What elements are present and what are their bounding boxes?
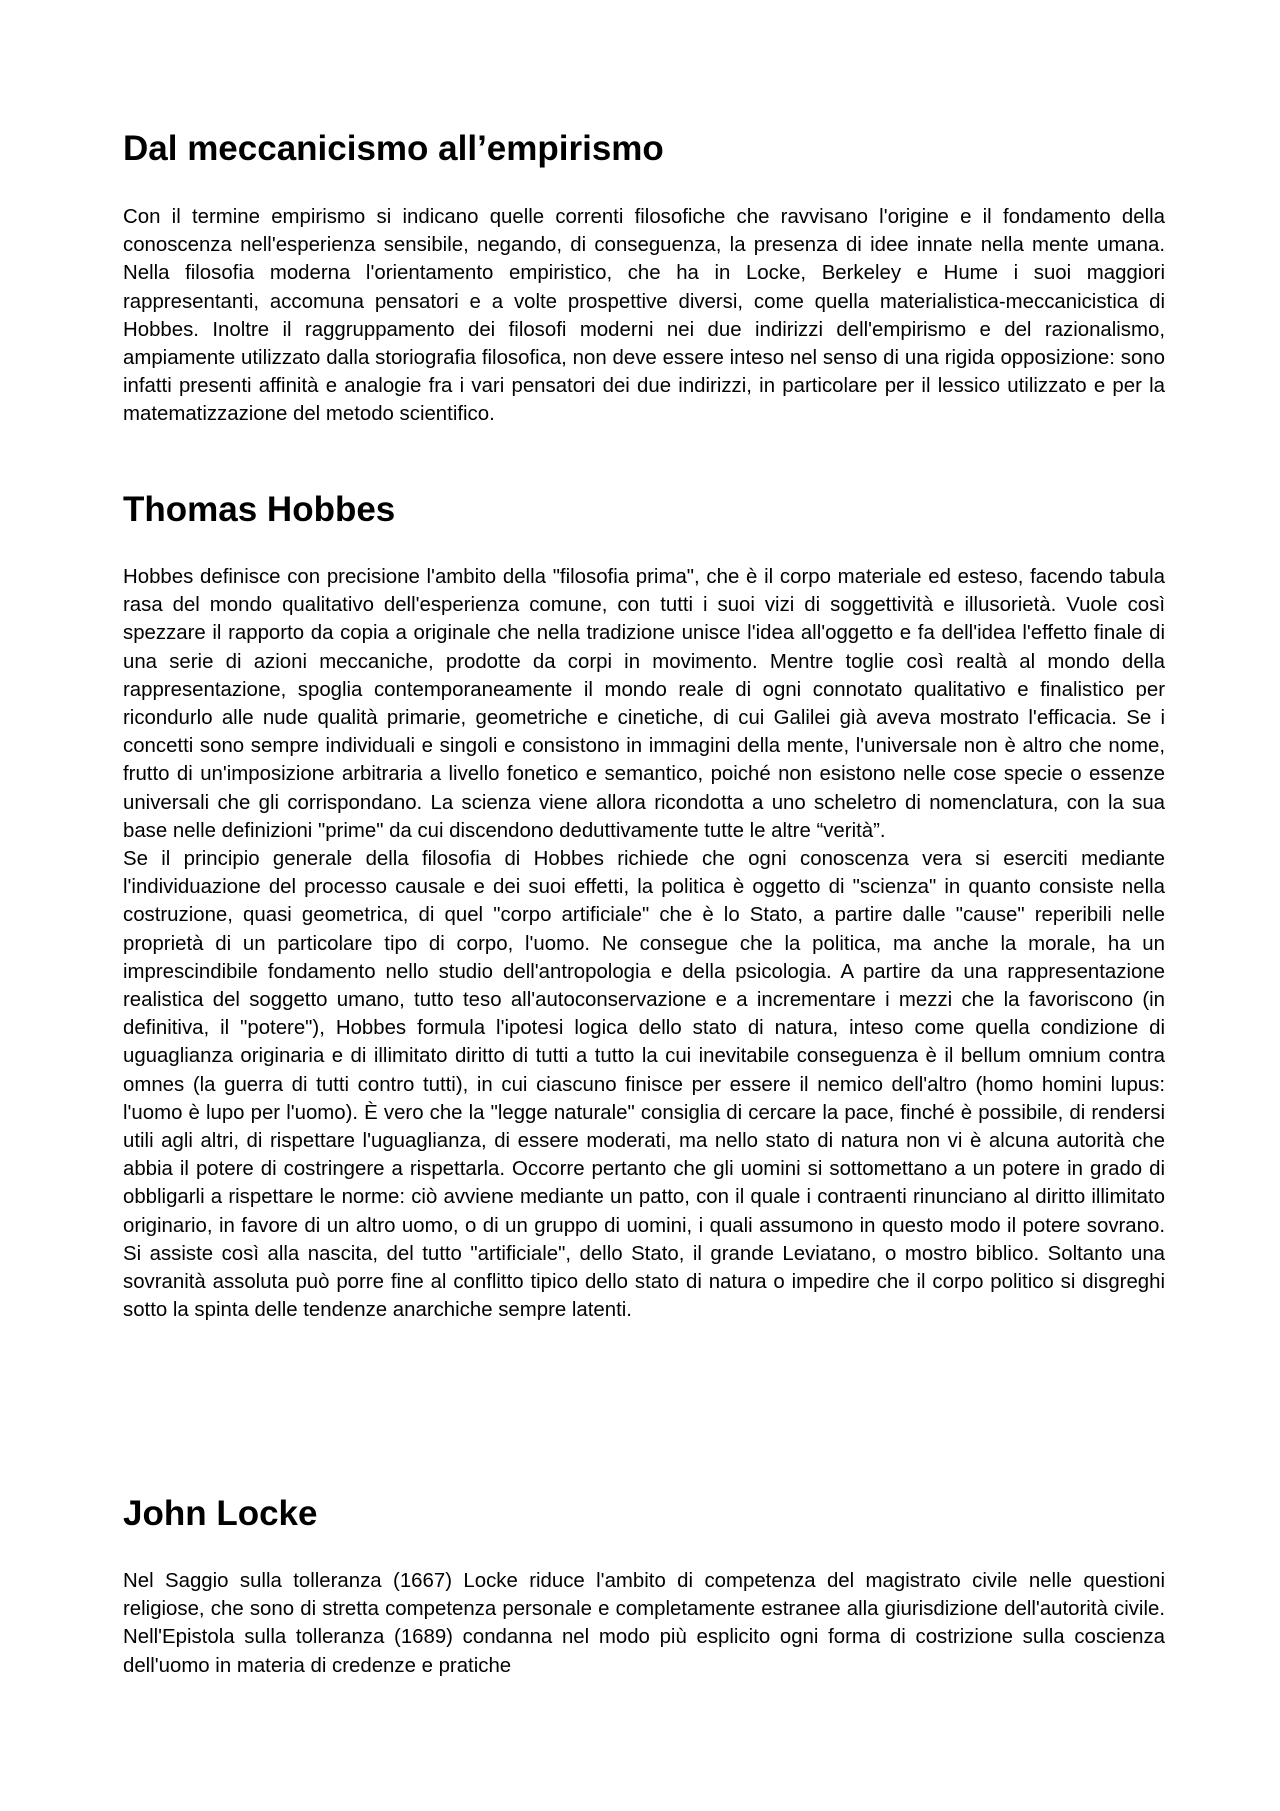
paragraph-locke: Nel Saggio sulla tolleranza (1667) Locke riduce l'ambito di competenza del magistrato civile nelle questioni religiose, che sono di stretta competenza personale e completamente estranee alla giurisdizione dell'autorità civile. Nell'Epistola sulla tolleranza (1689) condanna nel modo più esplicito ogni forma di costrizione sulla coscienza dell'uomo in materia di credenze e pratiche bbox=[123, 1570, 1165, 1677]
paragraph-hobbes: Hobbes definisce con precisione l'ambito della "filosofia prima", che è il corpo materiale ed esteso, facendo tabula rasa del mondo qualitativo dell'esperienza comune, con tutti i suoi vizi di soggettività e illusorietà. Vuole così spezzare il rapporto da copia a originale che nella tradizione unisce l'idea all'oggetto e fa dell'idea l'effetto finale di una serie di azioni meccaniche, prodotte da corpi in movimento. Mentre toglie così realtà al mondo della rappresentazione, spoglia contemporaneamente il mondo reale di ogni connotato qualitativo e finalistico per ricondurlo alle nude qualità primarie, geometriche e cinetiche, di cui Galilei già aveva mostrato l'efficacia. Se i concetti sono sempre individuali e singoli e consistono in immagini della mente, l'universale non è altro che nome, frutto di un'imposizione arbitraria a livello fonetico e semantico, poiché non esistono nelle cose specie o essenze universali che gli corrispondano. La scienza viene allora ricondotta a uno scheletro di nomenclatura, con la sua base nelle definizioni "prime" da cui discendono deduttivamente tutte le altre “verità”. Se il principio generale della filosofia di Hobbes richiede che ogni conoscenza vera si eserciti mediante l'individuazione del processo causale e dei suoi effetti, la politica è oggetto di "scienza" in quanto consiste nella costruzione, quasi geometrica, di quel "corpo artificiale" che è lo Stato, a partire dalle "cause" reperibili nelle proprietà di un particolare tipo di corpo, l'uomo. Ne consegue che la politica, ma anche la morale, ha un imprescindibile fondamento nello studio dell'antropologia e della psicologia. A partire da una rappresentazione realistica del soggetto umano, tutto teso all'autoconservazione e a incrementare i mezzi che la favoriscono (in definitiva, il "potere"), Hobbes formula l'ipotesi logica dello stato di natura, inteso come quella condizione di uguaglianza originaria e di illimitato diritto di tutti a tutto la cui inevitabile conseguenza è il bellum omnium contra omnes (la guerra di tutti contro tutti), in cui ciascuno finisce per essere il nemico dell'altro (homo homini lupus: l'uomo è lupo per l'uomo). È vero che la "legge naturale" consiglia di cercare la pace, finché è possibile, di rendersi utili agli altri, di rispettare l'uguaglianza, di essere moderati, ma nello stato di natura non vi è alcuna autorità che abbia il potere di costringere a rispettarla. Occorre pertanto che gli uomini si sottomettano a un potere in grado di obbligarli a rispettare le norme: ciò avviene mediante un patto, con il quale i contraenti rinunciano al diritto illimitato originario, in favore di un altro uomo, o di un gruppo di uomini, i quali assumono in questo modo il potere sovrano. Si assiste così alla nascita, del tutto "artificiale", dello Stato, il grande Leviatano, o mostro biblico. Soltanto una sovranità assoluta può porre fine al conflitto tipico dello stato di natura o impedire che il corpo politico si disgreghi sotto la spinta delle tendenze anarchiche sempre latenti. bbox=[123, 566, 1165, 1322]
section-title-locke: John Locke bbox=[123, 1494, 318, 1533]
paragraph-empirismo-intro: Con il termine empirismo si indicano quelle correnti filosofiche che ravvisano l'origine e il fondamento della conoscenza nell'esperienza sensibile, negando, di conseguenza, la presenza di idee innate nella mente umana. Nella filosofia moderna l'orientamento empiristico, che ha in Locke, Berkeley e Hume i suoi maggiori rappresentanti, accomuna pensatori e a volte prospettive diversi, come quella materialistica-meccanicistica di Hobbes. Inoltre il raggruppamento dei filosofi moderni nei due indirizzi dell'empirismo e del razionalismo, ampiamente utilizzato dalla storiografia filosofica, non deve essere inteso nel senso di una rigida opposizione: sono infatti presenti affinità e analogie fra i vari pensatori dei due indirizzi, in particolare per il lessico utilizzato e per la matematizzazione del metodo scientifico. bbox=[123, 206, 1165, 426]
section-title-meccanicismo: Dal meccanicismo all’empirismo bbox=[123, 129, 664, 168]
section-title-hobbes: Thomas Hobbes bbox=[123, 490, 396, 529]
